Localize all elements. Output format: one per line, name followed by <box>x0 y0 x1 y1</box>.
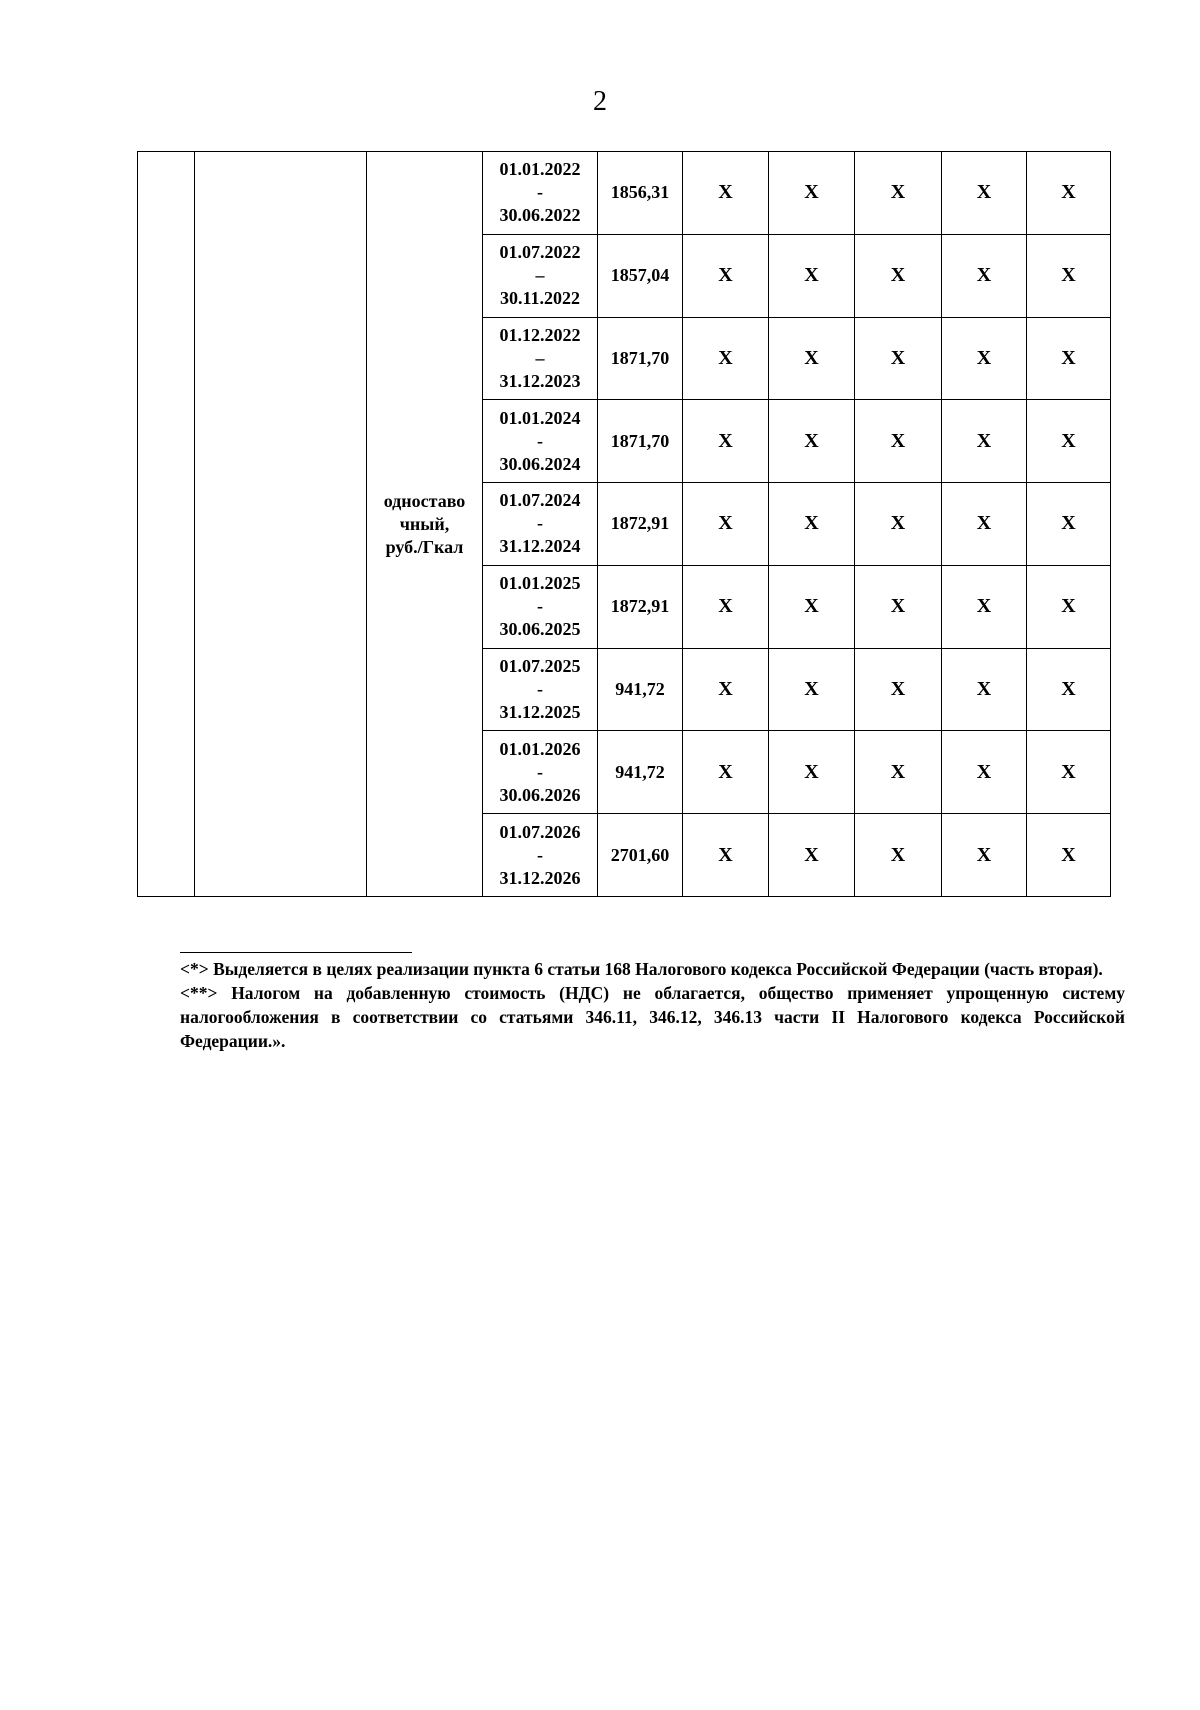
not-applicable-mark: X <box>942 565 1027 648</box>
not-applicable-mark: X <box>683 152 769 235</box>
not-applicable-mark: X <box>1027 814 1111 897</box>
not-applicable-mark: X <box>1027 483 1111 566</box>
tariff-table <box>137 151 1111 897</box>
tariff-value-cell: 1857,04 <box>598 234 683 317</box>
period-start: 01.01.2022 <box>499 159 581 180</box>
not-applicable-mark: X <box>855 565 942 648</box>
tariff-type-cell: одноставо чный, руб./Гкал <box>367 152 483 897</box>
not-applicable-mark: X <box>855 731 942 814</box>
period-end: 30.06.2026 <box>499 784 581 805</box>
not-applicable-mark: X <box>855 483 942 566</box>
not-applicable-mark: X <box>1027 731 1111 814</box>
period-start: 01.07.2025 <box>499 655 581 676</box>
period-end: 30.06.2025 <box>499 619 581 640</box>
period-start: 01.12.2022 <box>499 324 581 345</box>
period-start: 01.07.2026 <box>499 821 581 842</box>
not-applicable-mark: X <box>855 400 942 483</box>
period-cell <box>483 565 598 648</box>
period-cell <box>483 648 598 731</box>
period-sep: - <box>537 761 543 782</box>
period-sep: - <box>537 678 543 699</box>
period-cell <box>483 400 598 483</box>
not-applicable-mark: X <box>942 483 1027 566</box>
period-end: 30.06.2022 <box>499 205 581 226</box>
period-cell <box>483 234 598 317</box>
not-applicable-mark: X <box>855 234 942 317</box>
period-sep: - <box>537 182 543 203</box>
tariff-value-cell: 941,72 <box>598 648 683 731</box>
period-cell <box>483 483 598 566</box>
period-start: 01.07.2022 <box>499 242 581 263</box>
period-start: 01.01.2025 <box>499 573 581 594</box>
period-cell <box>483 317 598 400</box>
not-applicable-mark: X <box>1027 565 1111 648</box>
footnote-vat-exemption: <**> Налогом на добавленную стоимость (НДС) не облагается, общество применяет упрощенную систему налогообложения в соответствии со статьями 346.11, 346.12, 346.13 части II Налогового кодекса Российской Федерации.». <box>180 983 1125 1051</box>
not-applicable-mark: X <box>683 234 769 317</box>
not-applicable-mark: X <box>769 152 855 235</box>
table-row <box>138 152 1111 235</box>
period-sep: - <box>537 596 543 617</box>
not-applicable-mark: X <box>683 648 769 731</box>
period-end: 31.12.2023 <box>499 370 581 391</box>
tariff-value-cell: 941,72 <box>598 731 683 814</box>
not-applicable-mark: X <box>1027 317 1111 400</box>
footnotes <box>180 957 1125 1053</box>
not-applicable-mark: X <box>683 317 769 400</box>
period-cell <box>483 814 598 897</box>
tariff-value-cell: 1871,70 <box>598 317 683 400</box>
row-number-cell <box>138 152 195 897</box>
not-applicable-mark: X <box>942 317 1027 400</box>
not-applicable-mark: X <box>769 234 855 317</box>
period-sep: – <box>535 265 545 286</box>
not-applicable-mark: X <box>683 483 769 566</box>
not-applicable-mark: X <box>1027 648 1111 731</box>
not-applicable-mark: X <box>769 648 855 731</box>
period-end: 30.06.2024 <box>499 453 581 474</box>
period-sep: – <box>535 347 545 368</box>
period-sep: - <box>537 844 543 865</box>
not-applicable-mark: X <box>1027 400 1111 483</box>
tariff-table-body <box>138 152 1111 897</box>
not-applicable-mark: X <box>1027 234 1111 317</box>
not-applicable-mark: X <box>942 400 1027 483</box>
not-applicable-mark: X <box>942 234 1027 317</box>
period-cell <box>483 152 598 235</box>
period-end: 31.12.2024 <box>499 536 581 557</box>
organization-cell <box>195 152 367 897</box>
not-applicable-mark: X <box>683 814 769 897</box>
period-end: 30.11.2022 <box>499 288 580 309</box>
tariff-value-cell: 1872,91 <box>598 565 683 648</box>
footnote-vat-allocation: <*> Выделяется в целях реализации пункта 6 статьи 168 Налогового кодекса Российской Федерации (часть вторая). <box>180 959 1103 979</box>
period-start: 01.01.2024 <box>499 407 581 428</box>
period-end: 31.12.2026 <box>499 867 581 888</box>
not-applicable-mark: X <box>942 731 1027 814</box>
not-applicable-mark: X <box>769 731 855 814</box>
not-applicable-mark: X <box>769 565 855 648</box>
period-start: 01.01.2026 <box>499 738 581 759</box>
not-applicable-mark: X <box>855 152 942 235</box>
not-applicable-mark: X <box>942 648 1027 731</box>
not-applicable-mark: X <box>942 152 1027 235</box>
not-applicable-mark: X <box>942 814 1027 897</box>
not-applicable-mark: X <box>683 731 769 814</box>
period-cell <box>483 731 598 814</box>
not-applicable-mark: X <box>683 565 769 648</box>
footnote-divider <box>180 952 412 953</box>
tariff-value-cell: 1872,91 <box>598 483 683 566</box>
page-number: 2 <box>593 86 607 117</box>
period-start: 01.07.2024 <box>499 490 581 511</box>
period-sep: - <box>537 513 543 534</box>
not-applicable-mark: X <box>855 317 942 400</box>
period-end: 31.12.2025 <box>499 701 581 722</box>
not-applicable-mark: X <box>769 400 855 483</box>
not-applicable-mark: X <box>683 400 769 483</box>
not-applicable-mark: X <box>769 317 855 400</box>
tariff-value-cell: 1871,70 <box>598 400 683 483</box>
not-applicable-mark: X <box>855 814 942 897</box>
tariff-value-cell: 1856,31 <box>598 152 683 235</box>
not-applicable-mark: X <box>855 648 942 731</box>
tariff-value-cell: 2701,60 <box>598 814 683 897</box>
not-applicable-mark: X <box>1027 152 1111 235</box>
not-applicable-mark: X <box>769 814 855 897</box>
period-sep: - <box>537 430 543 451</box>
not-applicable-mark: X <box>769 483 855 566</box>
